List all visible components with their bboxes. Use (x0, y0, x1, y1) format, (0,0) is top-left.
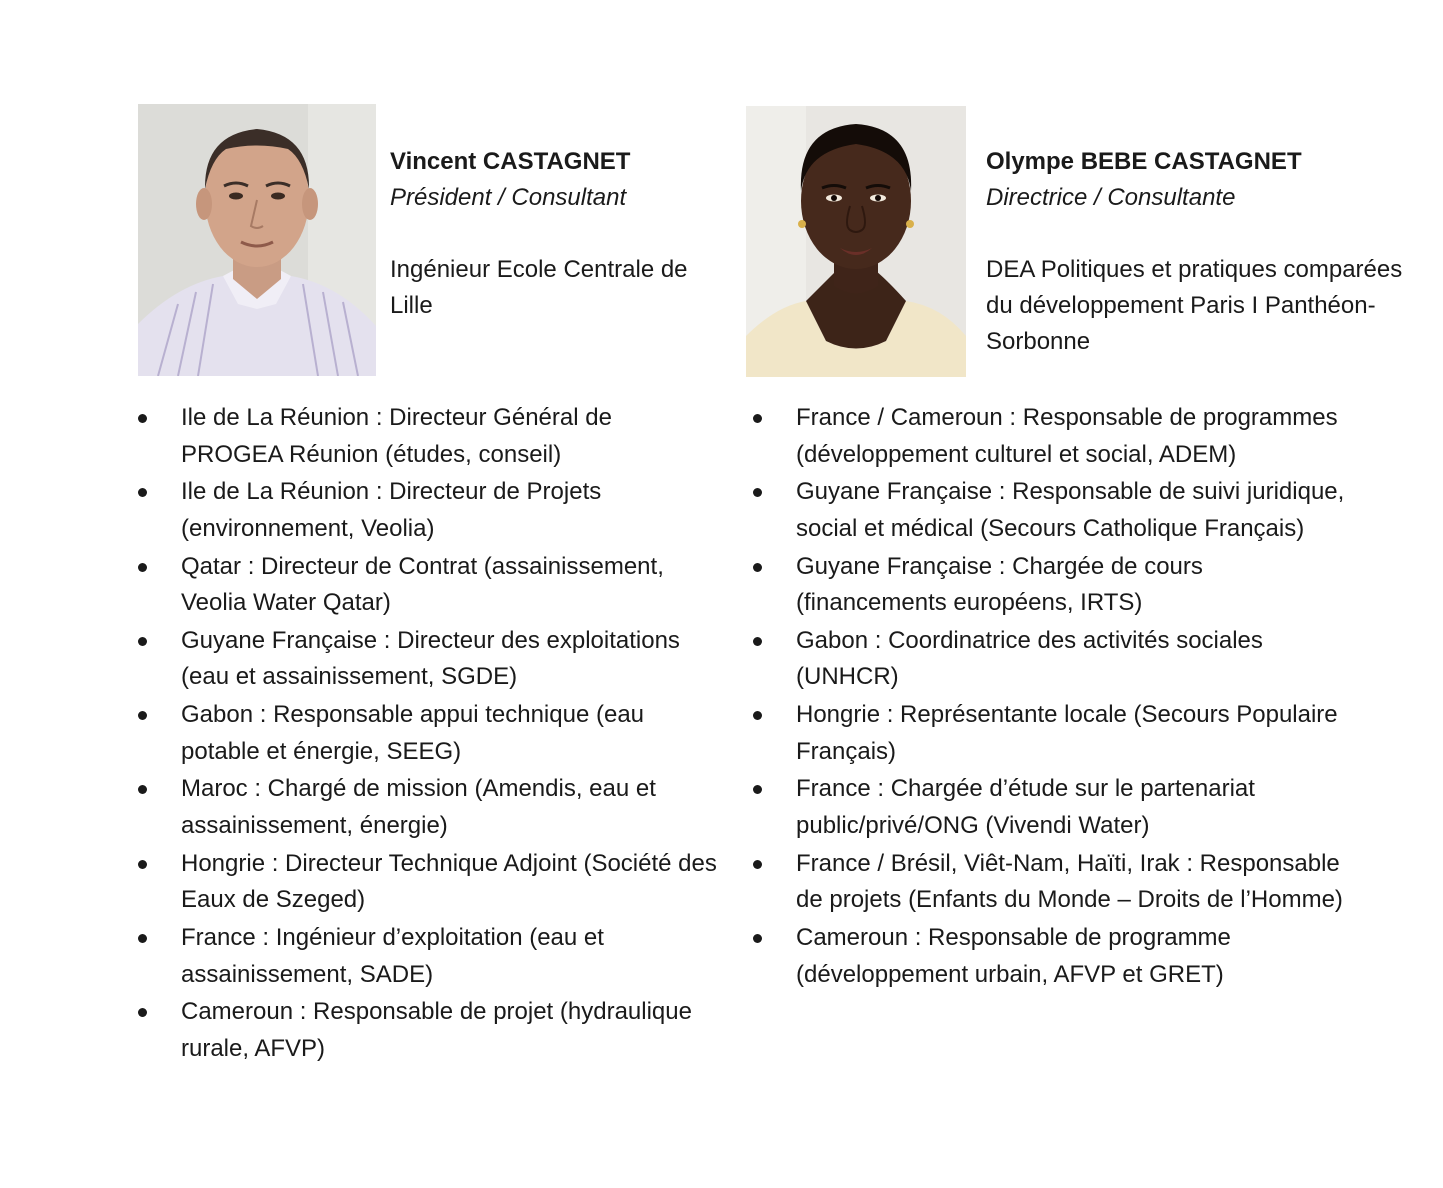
person-role: Directrice / Consultante (986, 184, 1236, 211)
experience-item (753, 697, 1353, 770)
bullet-icon (138, 414, 147, 423)
bullet-icon (138, 934, 147, 943)
bullet-icon (753, 414, 762, 423)
experience-item (753, 846, 1353, 919)
experience-item (138, 474, 718, 547)
profile-info-olympe (986, 144, 1426, 360)
experience-list-vincent (138, 400, 718, 1069)
experience-text: Gabon : Coordinatrice des activités sociales (UNHCR) (796, 626, 1263, 691)
bullet-icon (138, 637, 147, 646)
bullet-icon (138, 785, 147, 794)
experience-text: Guyane Française : Chargée de cours (financements européens, IRTS) (796, 552, 1203, 617)
experience-text: Guyane Française : Directeur des exploitations (eau et assainissement, SGDE) (181, 626, 680, 691)
experience-text: Cameroun : Responsable de projet (hydraulique rurale, AFVP) (181, 998, 692, 1062)
bullet-icon (753, 860, 762, 869)
experience-text: Hongrie : Représentante locale (Secours Populaire Français) (796, 701, 1338, 765)
experience-item (138, 400, 718, 473)
person-degree: Ingénieur Ecole Centrale de Lille (390, 256, 688, 319)
bullet-icon (753, 488, 762, 497)
bullet-icon (753, 637, 762, 646)
person-name: Olympe BEBE CASTAGNET (986, 148, 1302, 175)
experience-item (753, 920, 1353, 993)
experience-text: France : Chargée d’étude sur le partenariat public/privé/ONG (Vivendi Water) (796, 775, 1255, 839)
bullet-icon (753, 563, 762, 572)
experience-item (138, 549, 718, 622)
experience-item (138, 623, 718, 696)
experience-list-olympe (753, 400, 1353, 994)
experience-text: France / Cameroun : Responsable de programmes (développement culturel et social, ADEM) (796, 404, 1338, 468)
experience-item (753, 623, 1353, 696)
person-role: Président / Consultant (390, 184, 627, 211)
experience-text: Maroc : Chargé de mission (Amendis, eau et assainissement, énergie) (181, 775, 656, 839)
person-name: Vincent CASTAGNET (390, 148, 631, 175)
bullet-icon (753, 711, 762, 720)
portrait-photo-olympe (746, 106, 966, 377)
experience-item (753, 474, 1353, 547)
experience-item (753, 400, 1353, 473)
experience-text: France : Ingénieur d’exploitation (eau et assainissement, SADE) (181, 924, 604, 988)
portrait-photo-vincent (138, 104, 376, 376)
experience-item (753, 549, 1353, 622)
bullet-icon (753, 934, 762, 943)
experience-item (138, 771, 718, 844)
bullet-icon (138, 1008, 147, 1017)
profile-info-vincent (390, 144, 710, 324)
experience-text: Hongrie : Directeur Technique Adjoint (Société des Eaux de Szeged) (181, 849, 717, 914)
experience-text: France / Brésil, Viêt-Nam, Haïti, Irak : Responsable de projets (Enfants du Monde – Droits de l’Homme) (796, 849, 1343, 914)
bullet-icon (138, 563, 147, 572)
experience-item (138, 697, 718, 770)
bullet-icon (138, 860, 147, 869)
bullet-icon (138, 488, 147, 497)
experience-item (753, 771, 1353, 844)
bullet-icon (753, 785, 762, 794)
experience-text: Cameroun : Responsable de programme (développement urbain, AFVP et GRET) (796, 924, 1231, 988)
bullet-icon (138, 711, 147, 720)
experience-item (138, 920, 718, 993)
experience-item (138, 846, 718, 919)
experience-item (138, 994, 718, 1067)
experience-text: Guyane Française : Responsable de suivi juridique, social et médical (Secours Catholique Français) (796, 478, 1345, 542)
experience-text: Ile de La Réunion : Directeur de Projets (environnement, Veolia) (181, 478, 602, 542)
experience-text: Gabon : Responsable appui technique (eau potable et énergie, SEEG) (181, 701, 645, 765)
experience-text: Qatar : Directeur de Contrat (assainissement, Veolia Water Qatar) (181, 552, 664, 617)
person-degree: DEA Politiques et pratiques comparées du développement Paris I Panthéon-Sorbonne (986, 256, 1403, 355)
experience-text: Ile de La Réunion : Directeur Général de PROGEA Réunion (études, conseil) (181, 404, 612, 468)
